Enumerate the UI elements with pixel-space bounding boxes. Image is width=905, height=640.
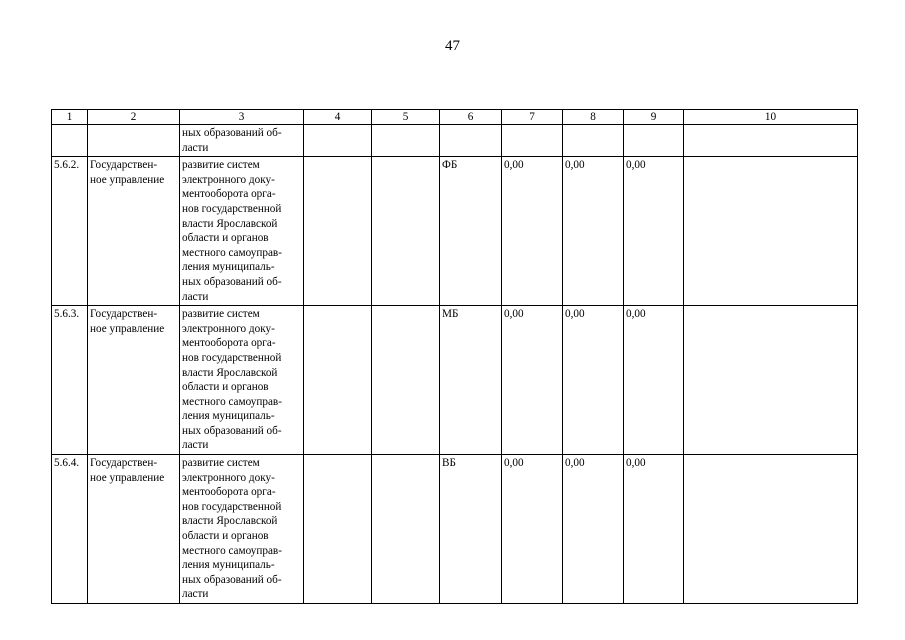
description-line: ласти [182,141,209,154]
organization-line: Государствен- [90,457,158,470]
header-cell: 2 [88,110,180,125]
organization-line: Государствен- [90,159,158,172]
cell-col4 [304,125,372,157]
header-cell: 8 [563,110,624,125]
description-line: области и органов [182,232,269,245]
description-line: местного самоуправ- [182,544,282,557]
cell-col7 [502,125,563,157]
cell-col10 [684,125,858,157]
description-line: развитие систем [182,159,260,172]
cell-col9: 0,00 [624,306,684,455]
description-line: ных образований об- [182,424,282,437]
cell-col10 [684,157,858,306]
description-line: ласти [182,439,209,452]
description-line: власти Ярославской [182,366,278,379]
budget-table [51,109,858,604]
cell-source: МБ [440,306,502,455]
cell-col9: 0,00 [624,157,684,306]
description-line: нов государственной [182,351,282,364]
description-line: ления муниципаль- [182,559,275,572]
cell-col10 [684,306,858,455]
cell-description [180,306,304,455]
header-cell: 3 [180,110,304,125]
description-line: ласти [182,588,209,601]
description-line: ментооборота орга- [182,486,276,499]
cell-organization [88,157,180,306]
page-number: 47 [445,38,460,54]
description-line: ласти [182,290,209,303]
header-row [52,110,858,125]
header-cell: 1 [52,110,88,125]
cell-organization [88,125,180,157]
cell-organization [88,306,180,455]
cell-description [180,157,304,306]
description-line: власти Ярославской [182,217,278,230]
organization-line: Государствен- [90,308,158,321]
cell-col8: 0,00 [563,455,624,604]
cell-col9 [624,125,684,157]
cell-col8 [563,125,624,157]
description-line: ных образований об- [182,275,282,288]
cell-number: 5.6.2. [52,157,88,306]
description-line: электронного доку- [182,471,275,484]
cell-col9: 0,00 [624,455,684,604]
description-line: ления муниципаль- [182,410,275,423]
description-line: местного самоуправ- [182,246,282,259]
cell-number: 5.6.4. [52,455,88,604]
header-cell: 4 [304,110,372,125]
cell-number: 5.6.3. [52,306,88,455]
cell-source [440,125,502,157]
table-row [52,306,858,455]
cell-col10 [684,455,858,604]
cell-col7: 0,00 [502,455,563,604]
header-cell: 7 [502,110,563,125]
description-line: ментооборота орга- [182,337,276,350]
header-cell: 10 [684,110,858,125]
description-line: ления муниципаль- [182,261,275,274]
cell-description [180,455,304,604]
description-line: местного самоуправ- [182,395,282,408]
cell-number [52,125,88,157]
cell-source: ВБ [440,455,502,604]
cell-col7: 0,00 [502,157,563,306]
cell-col5 [372,125,440,157]
description-line: ных образований об- [182,573,282,586]
cell-organization [88,455,180,604]
description-line: ментооборота орга- [182,188,276,201]
cell-col4 [304,157,372,306]
description-line: области и органов [182,381,269,394]
description-line: электронного доку- [182,322,275,335]
header-cell: 5 [372,110,440,125]
description-line: развитие систем [182,308,260,321]
description-line: области и органов [182,530,269,543]
cell-col5 [372,306,440,455]
cell-col4 [304,306,372,455]
cell-description [180,125,304,157]
cell-col8: 0,00 [563,306,624,455]
organization-line: ное управление [90,173,165,186]
description-line: ных образований об- [182,127,282,139]
cell-col8: 0,00 [563,157,624,306]
description-line: развитие систем [182,457,260,470]
description-line: нов государственной [182,500,282,513]
table-row-continuation [52,125,858,157]
description-line: электронного доку- [182,173,275,186]
header-cell: 9 [624,110,684,125]
organization-line: ное управление [90,471,165,484]
cell-col7: 0,00 [502,306,563,455]
cell-col4 [304,455,372,604]
organization-line: ное управление [90,322,165,335]
cell-col5 [372,455,440,604]
cell-source: ФБ [440,157,502,306]
table-row [52,157,858,306]
description-line: нов государственной [182,202,282,215]
header-cell: 6 [440,110,502,125]
cell-col5 [372,157,440,306]
table-row [52,455,858,604]
description-line: власти Ярославской [182,515,278,528]
